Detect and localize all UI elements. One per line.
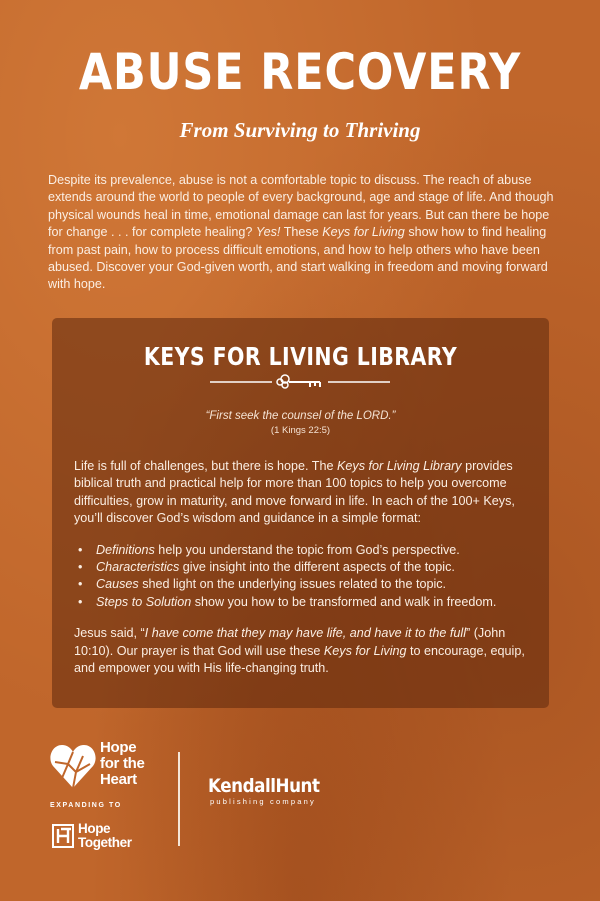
publisher-subtitle: publishing company	[210, 797, 316, 806]
list-term: Definitions	[96, 542, 155, 557]
closing-text-3: to encourage, equip, and empower you with His life-changing truth.	[74, 643, 525, 676]
library-panel	[52, 318, 549, 708]
intro-text-1: Despite its prevalence, abuse is not a comfortable topic to discuss. The reach of abuse extends around the world to people of every background, age and stage of life. And though physical wounds heal in time, emotional damage can last for years. But can there be hope for change . . . for complete healing?	[48, 173, 554, 240]
footer-divider	[178, 752, 180, 846]
scripture-reference: (1 Kings 22:5)	[270, 425, 331, 436]
list-text: give insight into the different aspects of the topic.	[179, 560, 455, 575]
closing-text-2: ” (John 10:10). Our prayer is that God will use these	[74, 626, 506, 658]
intro-text-2: These	[280, 225, 323, 240]
list-text: help you understand the topic from God’s perspective.	[154, 542, 460, 557]
panel-body	[74, 458, 534, 677]
hope-together-text	[78, 822, 132, 850]
list-term: Characteristics	[96, 560, 180, 575]
list-item	[74, 594, 534, 611]
hope-line-2: for the	[100, 755, 145, 772]
closing-paragraph	[74, 625, 534, 677]
closing-text-1: Jesus said, “	[74, 626, 145, 641]
list-item	[74, 559, 534, 576]
feature-list	[74, 542, 534, 612]
page-subtitle: From Surviving to Thriving	[179, 118, 421, 142]
hope-logo-text	[100, 740, 145, 788]
body-text-1: Life is full of challenges, but there is hope. The	[74, 459, 337, 473]
list-item	[74, 542, 534, 559]
kendall-hunt-logo	[208, 776, 335, 806]
panel-title: KEYS FOR LIVING LIBRARY	[143, 342, 458, 371]
hope-line-1: Hope	[100, 739, 137, 756]
body-text-2: provides biblical truth and practical help for more than 100 topics to help you overcome difficulties, grow in maturity, and move forward in life. In each of the 100+ Keys, you’ll discover God’s wisdom and guidance in a simple format:	[74, 459, 515, 526]
hope-for-the-heart-logo	[50, 740, 155, 860]
heart-icon	[50, 742, 96, 790]
intro-text-3: show how to find healing from past pain, how to process difficult emotions, and how to help others who have been abused. Discover your God-given worth, and start walking in freedom and moving forward with hope.	[48, 225, 548, 292]
intro-keys: Keys for Living	[322, 225, 405, 240]
key-icon	[210, 372, 390, 392]
ht-monogram-icon	[52, 824, 74, 848]
expanding-label: EXPANDING TO	[50, 802, 122, 809]
list-text: shed light on the underlying issues related to the topic.	[138, 577, 447, 592]
publisher-name: KendallHunt	[208, 775, 320, 797]
closing-emphasis: I have come that they may have life, and have it to the full	[144, 626, 467, 641]
list-item	[74, 576, 534, 593]
intro-yes: Yes!	[255, 225, 281, 240]
page-title: ABUSE RECOVERY	[78, 43, 522, 101]
intro-paragraph	[48, 172, 554, 294]
together-line-2: Together	[78, 835, 132, 850]
panel-paragraph	[74, 458, 534, 528]
together-line-1: Hope	[78, 821, 111, 836]
closing-emphasis-2: Keys for Living	[323, 643, 407, 658]
list-text: show you how to be transformed and walk in freedom.	[191, 594, 497, 609]
hope-line-3: Heart	[100, 771, 137, 788]
list-term: Causes	[96, 577, 139, 592]
body-emphasis: Keys for Living Library	[337, 459, 462, 473]
list-term: Steps to Solution	[96, 594, 192, 609]
scripture-quote: “First seek the counsel of the LORD.”	[205, 410, 396, 422]
